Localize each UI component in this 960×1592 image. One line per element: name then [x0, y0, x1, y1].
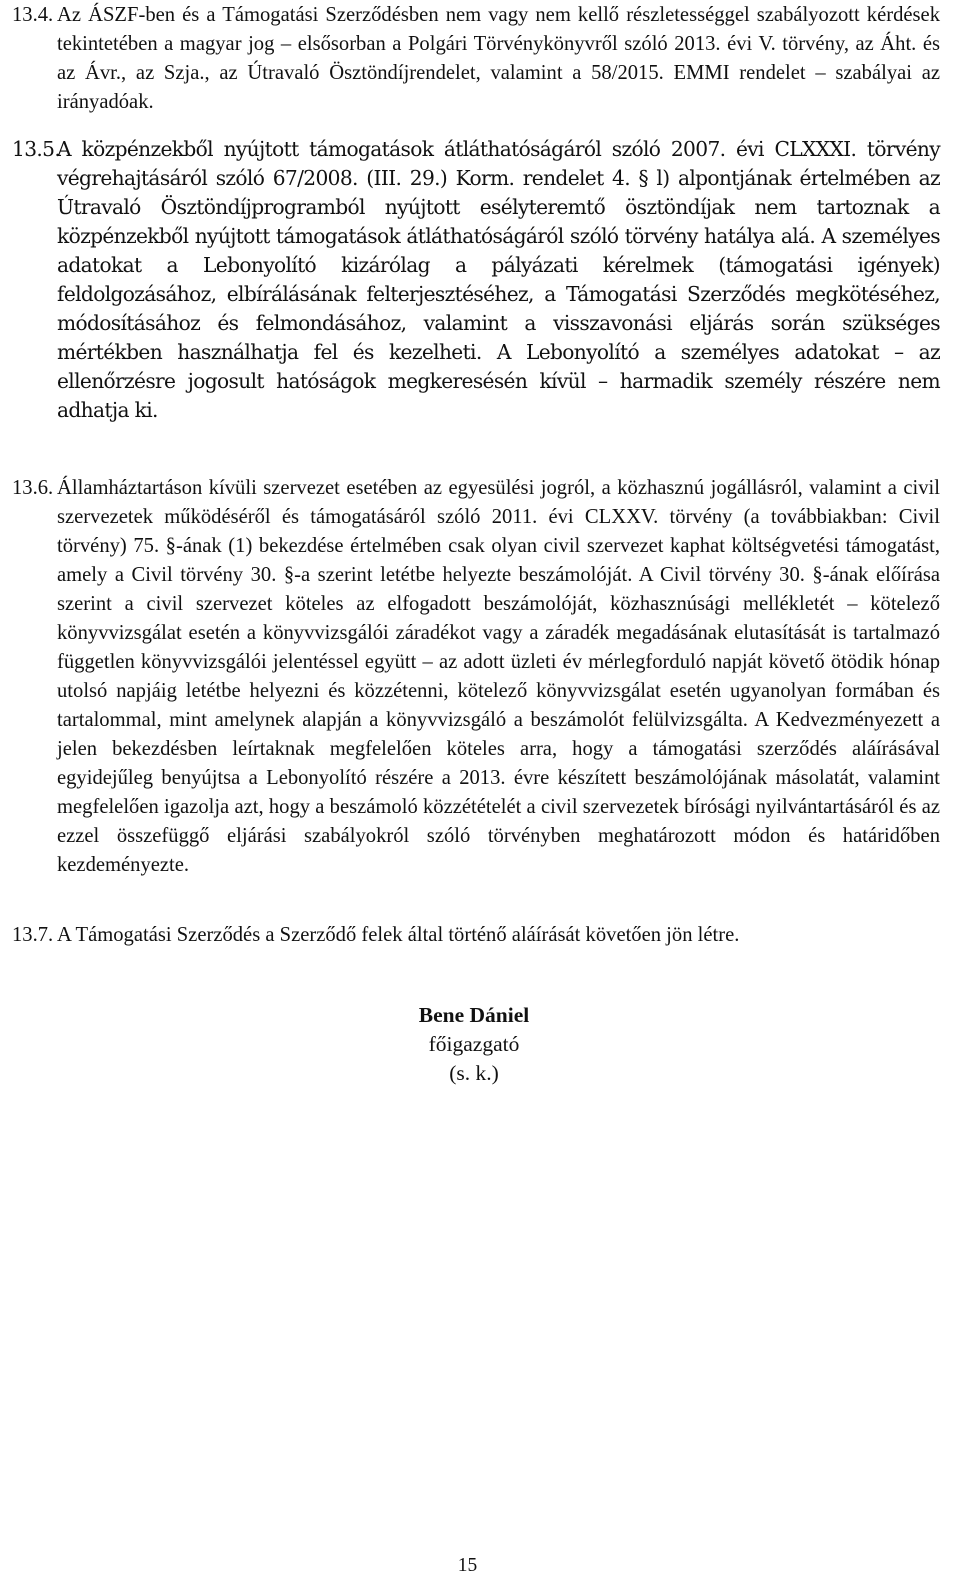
page-number: 15 — [457, 1555, 478, 1576]
section-text: A Támogatási Szerződés a Szerződő felek által történő aláírását követően jön létre. — [57, 924, 740, 946]
section-number: 13.6. — [12, 477, 54, 499]
signatory-title: főigazgató — [428, 1032, 520, 1056]
section-number: 13.7. — [12, 924, 54, 946]
section-number: 13.5. — [12, 137, 61, 161]
section-number: 13.4. — [12, 4, 54, 26]
section-text: Az ÁSZF-ben és a Támogatási Szerződésben nem vagy nem kellő részletességgel szabályozott kérdések tekintetében a magyar jog – elsősorban a Polgári Törvénykönyvről szóló 2013. évi V. törvény, az Áht. és az Ávr., az Szja., az Útravaló Ösztöndíjrendelet, valamint a 58/2015. EMMI rendelet – szabályai az irányadóak. — [57, 4, 940, 113]
signature-note: (s. k.) — [449, 1061, 499, 1085]
signatory-name: Bene Dániel — [418, 1003, 530, 1027]
signature-block — [0, 1001, 948, 1088]
section-text: Államháztartáson kívüli szervezet esetében az egyesülési jogról, a közhasznú jogállásról, valamint a civil szervezetek működéséről és támogatásáról szóló 2011. évi CLXXV. törvény (a továbbiakban: Civil törvény) 75. §-ának (1) bekezdése értelmében csak olyan civil szervezet kaphat költségvetési támogatást, amely a Civil törvény 30. §-a szerint letétbe helyezte beszámolóját. A Civil törvény 30. §-ának előírása szerint a civil szervezet köteles az elfogadott beszámolóját, közhasznúsági mellékletét – kötelező könyvvizsgálat esetén a könyvvizsgálói záradékot vagy a záradék megadásának elutasítását is tartalmazó független könyvvizsgálói jelentéssel együtt – az adott üzleti év mérlegforduló napját követő ötödik hónap utolsó napjáig letétbe helyezni és közzétenni, kötelező könyvvizsgálat esetén ugyanolyan formában és tartalommal, mint amelynek alapján a könyvvizsgáló a beszámolót felülvizsgálta. A Kedvezményezett a jelen bekezdésben leírtaknak megfelelően köteles arra, hogy a támogatási szerződés aláírásával egyidejűleg benyújtsa a Lebonyolító részére a 2013. évre készített beszámolójának másolatát, valamint megfelelően igazolja azt, hogy a beszámoló közzétételét a civil szervezetek bírósági nyilvántartásáról és az ezzel összefüggő eljárási szabályokról szóló törvényben meghatározott módon és határidőben kezdeményezte. — [57, 477, 940, 876]
section-text: A közpénzekből nyújtott támogatások átláthatóságáról szóló 2007. évi CLXXXI. törvény végrehajtásáról szóló 67/2008. (III. 29.) Korm. rendelet 4. § l) alpontjának értelmében az Útravaló Ösztöndíjprogramból nyújtott esélyteremtő ösztöndíjak nem tartoznak a közpénzekből nyújtott támogatások átláthatóságáról szóló törvény hatálya alá. A személyes adatokat a Lebonyolító kizárólag a pályázati kérelmek (támogatási igények) feldolgozásához, elbírálásának felterjesztéséhez, a Támogatási Szerződés megkötéséhez, módosításához és felmondásához, valamint a visszavonási eljárás során szükséges mértékben használhatja fel és kezelheti. A Lebonyolító a személyes adatokat – az ellenőrzésre jogosult hatóságok megkeresésén kívül – harmadik személy részére nem adhatja ki. — [57, 137, 940, 422]
